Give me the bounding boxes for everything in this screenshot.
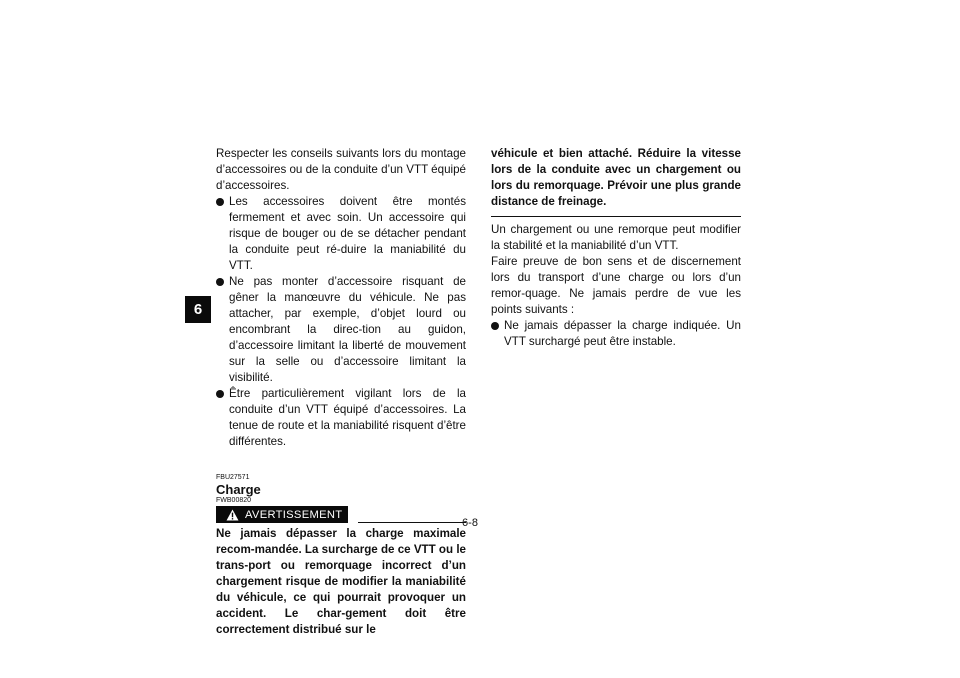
warning-text: Ne jamais dépasser la charge maximale recom-mandée. La surcharge de ce VTT ou le trans-port ou remorquage incorrect d’un chargement risque de modifier la maniabilité du véhicule, ce qui pourrait provoquer un accident. Le char-gement doit être correctement distribué sur le [216, 527, 466, 636]
accessory-bullet-list [216, 194, 466, 450]
list-item-text: Ne pas monter d’accessoire risquant de gêner la manœuvre du véhicule. Ne pas attacher, par exemple, d’objet lourd ou encombrant la direc-tion au guidon, d’accessoire limitant la liberté de mouvement sur la selle ou d’accessoire limitant la visibilité. [229, 275, 466, 384]
load-bullet-list [491, 318, 741, 350]
bullet-icon [216, 198, 224, 206]
list-item [216, 386, 466, 450]
list-item [216, 274, 466, 386]
warning-header [216, 506, 466, 523]
warning-triangle-icon [226, 509, 239, 521]
section-code: FBU27571 [216, 474, 250, 481]
warning-code: FWB00820 [216, 497, 252, 504]
left-column [216, 146, 466, 638]
stability-paragraph: Un chargement ou une remorque peut modifier la stabilité et la maniabilité d’un VTT. [491, 223, 741, 252]
right-column [491, 146, 741, 350]
warning-text-continued: véhicule et bien attaché. Réduire la vitesse lors de la conduite avec un chargement ou lors du remorquage. Prévoir une plus grande distance de freinage. [491, 147, 741, 208]
warning-badge [216, 506, 348, 523]
intro-paragraph: Respecter les conseils suivants lors du montage d’accessoires ou de la conduite d’un VTT équipé d’accessoires. [216, 147, 466, 192]
page-number: 6-8 [462, 517, 478, 529]
list-item-text: Être particulièrement vigilant lors de la conduite d’un VTT équipé d’accessoires. La tenue de route et la maniabilité risquent d’être différentes. [229, 387, 466, 448]
bullet-icon [216, 278, 224, 286]
warning-label-text: AVERTISSEMENT [245, 508, 343, 521]
bullet-icon [491, 322, 499, 330]
list-item-text: Les accessoires doivent être montés fermement et avec soin. Un accessoire qui risque de bouger ou de se détacher pendant la conduite peut ré-duire la maniabilité du VTT. [229, 195, 466, 272]
chapter-tab: 6 [185, 296, 211, 323]
list-item-text: Ne jamais dépasser la charge indiquée. Un VTT surchargé peut être instable. [504, 319, 741, 348]
warning-end-rule [491, 216, 741, 217]
transport-paragraph: Faire preuve de bon sens et de discernement lors du transport d’une charge ou lors d’un remor-quage. Ne jamais perdre de vue les points suivants : [491, 255, 741, 316]
list-item [491, 318, 741, 350]
section-title: Charge [216, 482, 261, 497]
bullet-icon [216, 390, 224, 398]
list-item [216, 194, 466, 274]
